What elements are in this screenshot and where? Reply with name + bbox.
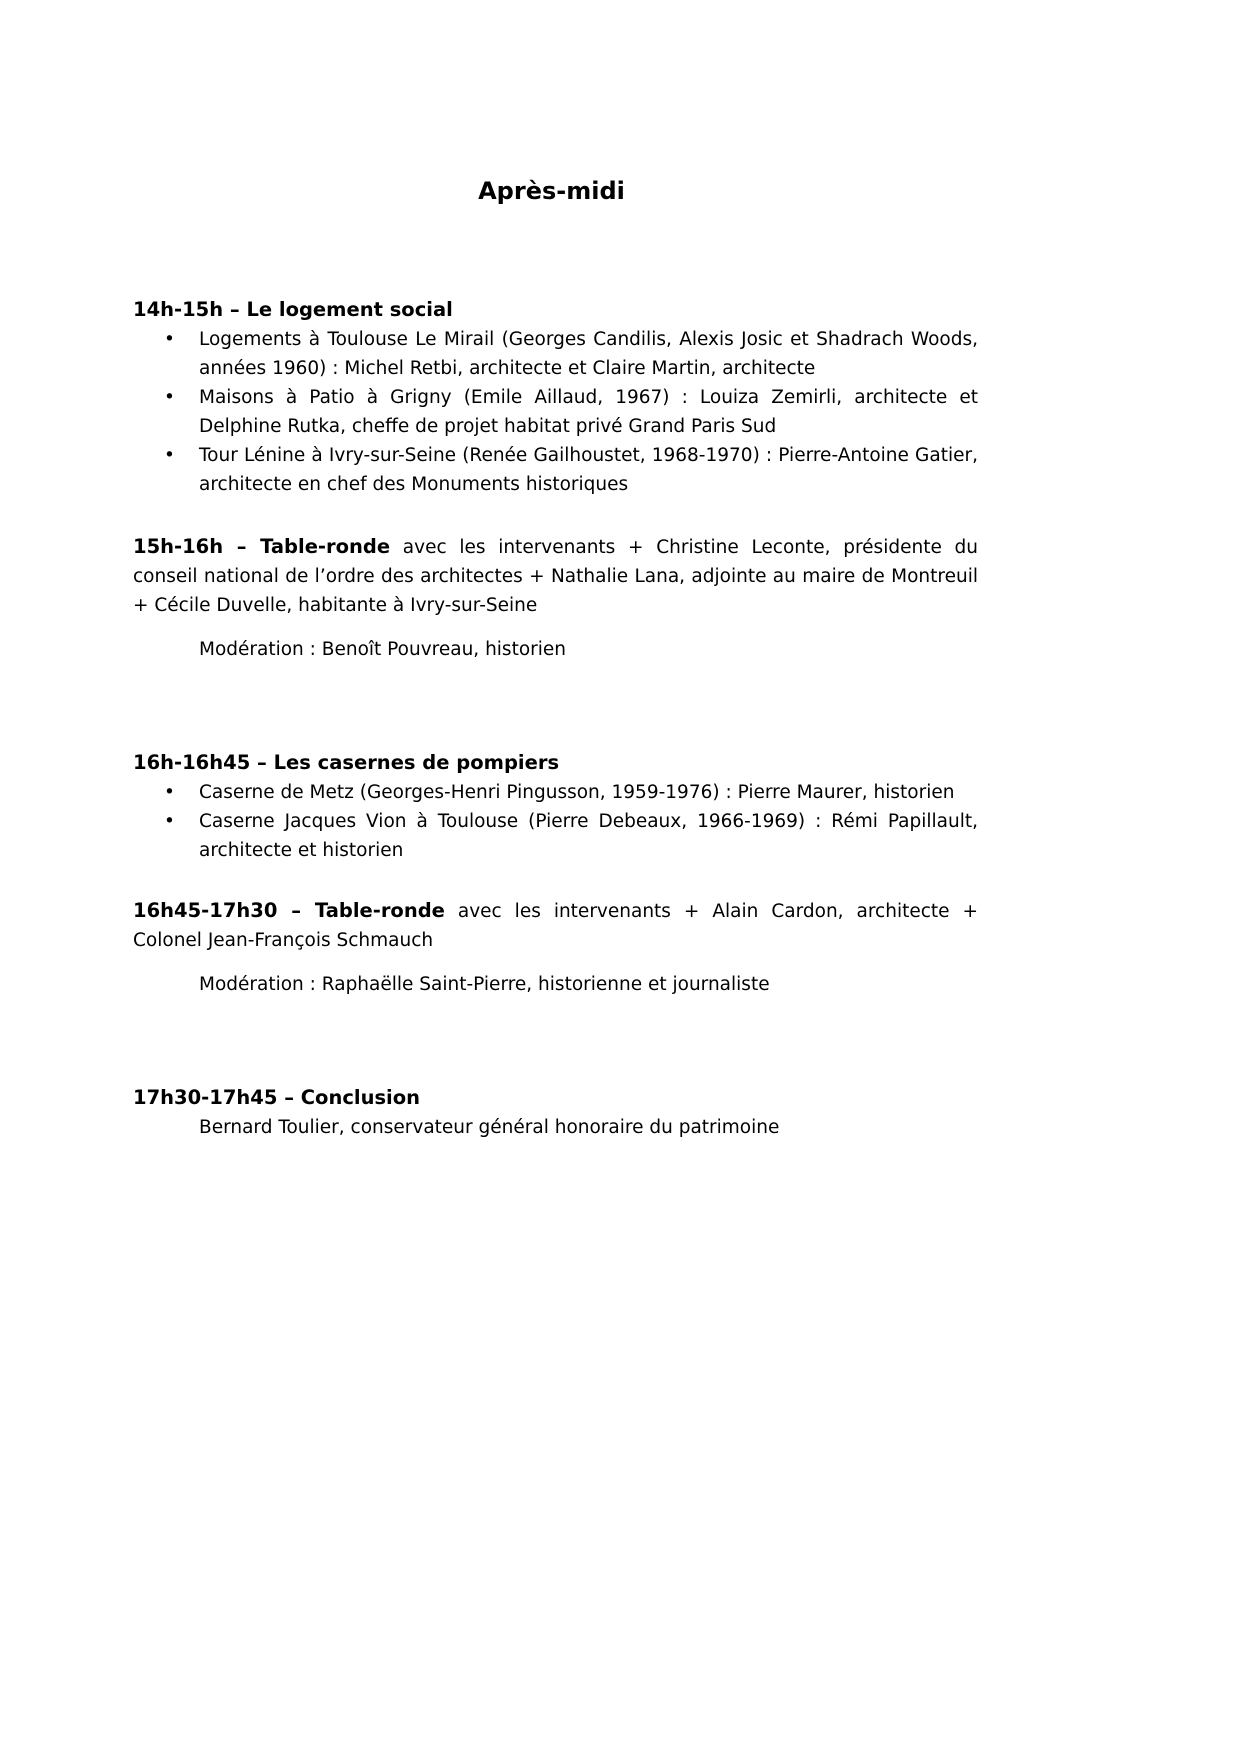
bullet-icon: • — [164, 387, 175, 408]
section-logement-social — [133, 295, 978, 499]
bullet-list — [133, 325, 978, 499]
table-ronde-text: avec les intervenants + Christine Leconte, présidente du conseil national de l’ordre des architectes + Nathalie Lana, adjointe au maire de Montreuil + Cécile Duvelle, habitante à Ivry-sur-Seine — [133, 537, 978, 616]
list-item-text: Caserne Jacques Vion à Toulouse (Pierre Debeaux, 1966-1969) : Rémi Papillault, architecte et historien — [199, 811, 978, 861]
list-item-text: Caserne de Metz (Georges-Henri Pingusson, 1959-1976) : Pierre Maurer, historien — [199, 782, 955, 803]
table-ronde-paragraph — [133, 896, 978, 955]
section-casernes — [133, 748, 978, 865]
bullet-icon: • — [164, 782, 175, 803]
bullet-icon: • — [164, 445, 175, 466]
bullet-icon: • — [164, 811, 175, 832]
page-title: Après-midi — [478, 177, 625, 205]
section-heading: 14h-15h – Le logement social — [133, 298, 453, 321]
list-item — [133, 441, 978, 499]
bullet-icon: • — [164, 329, 175, 350]
section-heading: 16h-16h45 – Les casernes de pompiers — [133, 751, 560, 774]
section-conclusion — [133, 1083, 978, 1142]
list-item — [133, 807, 978, 865]
section-heading: 17h30-17h45 – Conclusion — [133, 1086, 421, 1109]
section-table-ronde-2 — [133, 896, 978, 955]
bullet-list — [133, 778, 978, 865]
list-item-text: Tour Lénine à Ivry-sur-Seine (Renée Gailhoustet, 1968-1970) : Pierre-Antoine Gatier, architecte en chef des Monuments historiques — [199, 445, 978, 495]
table-ronde-lead: 16h45-17h30 – Table-ronde — [133, 899, 445, 922]
moderation-2: Modération : Raphaëlle Saint-Pierre, historienne et journaliste — [199, 974, 770, 995]
moderation-1: Modération : Benoît Pouvreau, historien — [199, 639, 566, 660]
conclusion-text: Bernard Toulier, conservateur général honoraire du patrimoine — [199, 1117, 780, 1138]
list-item-text: Maisons à Patio à Grigny (Emile Aillaud, 1967) : Louiza Zemirli, architecte et Delphine Rutka, cheffe de projet habitat privé Grand Paris Sud — [199, 387, 978, 437]
list-item — [133, 325, 978, 383]
table-ronde-paragraph — [133, 532, 978, 620]
section-table-ronde-1 — [133, 532, 978, 620]
list-item-text: Logements à Toulouse Le Mirail (Georges Candilis, Alexis Josic et Shadrach Woods, années 1960) : Michel Retbi, architecte et Claire Martin, architecte — [199, 329, 978, 379]
list-item — [133, 778, 978, 807]
table-ronde-lead: 15h-16h – Table-ronde — [133, 535, 391, 558]
table-ronde-text: avec les intervenants + Alain Cardon, architecte + Colonel Jean-François Schmauch — [133, 901, 979, 951]
list-item — [133, 383, 978, 441]
